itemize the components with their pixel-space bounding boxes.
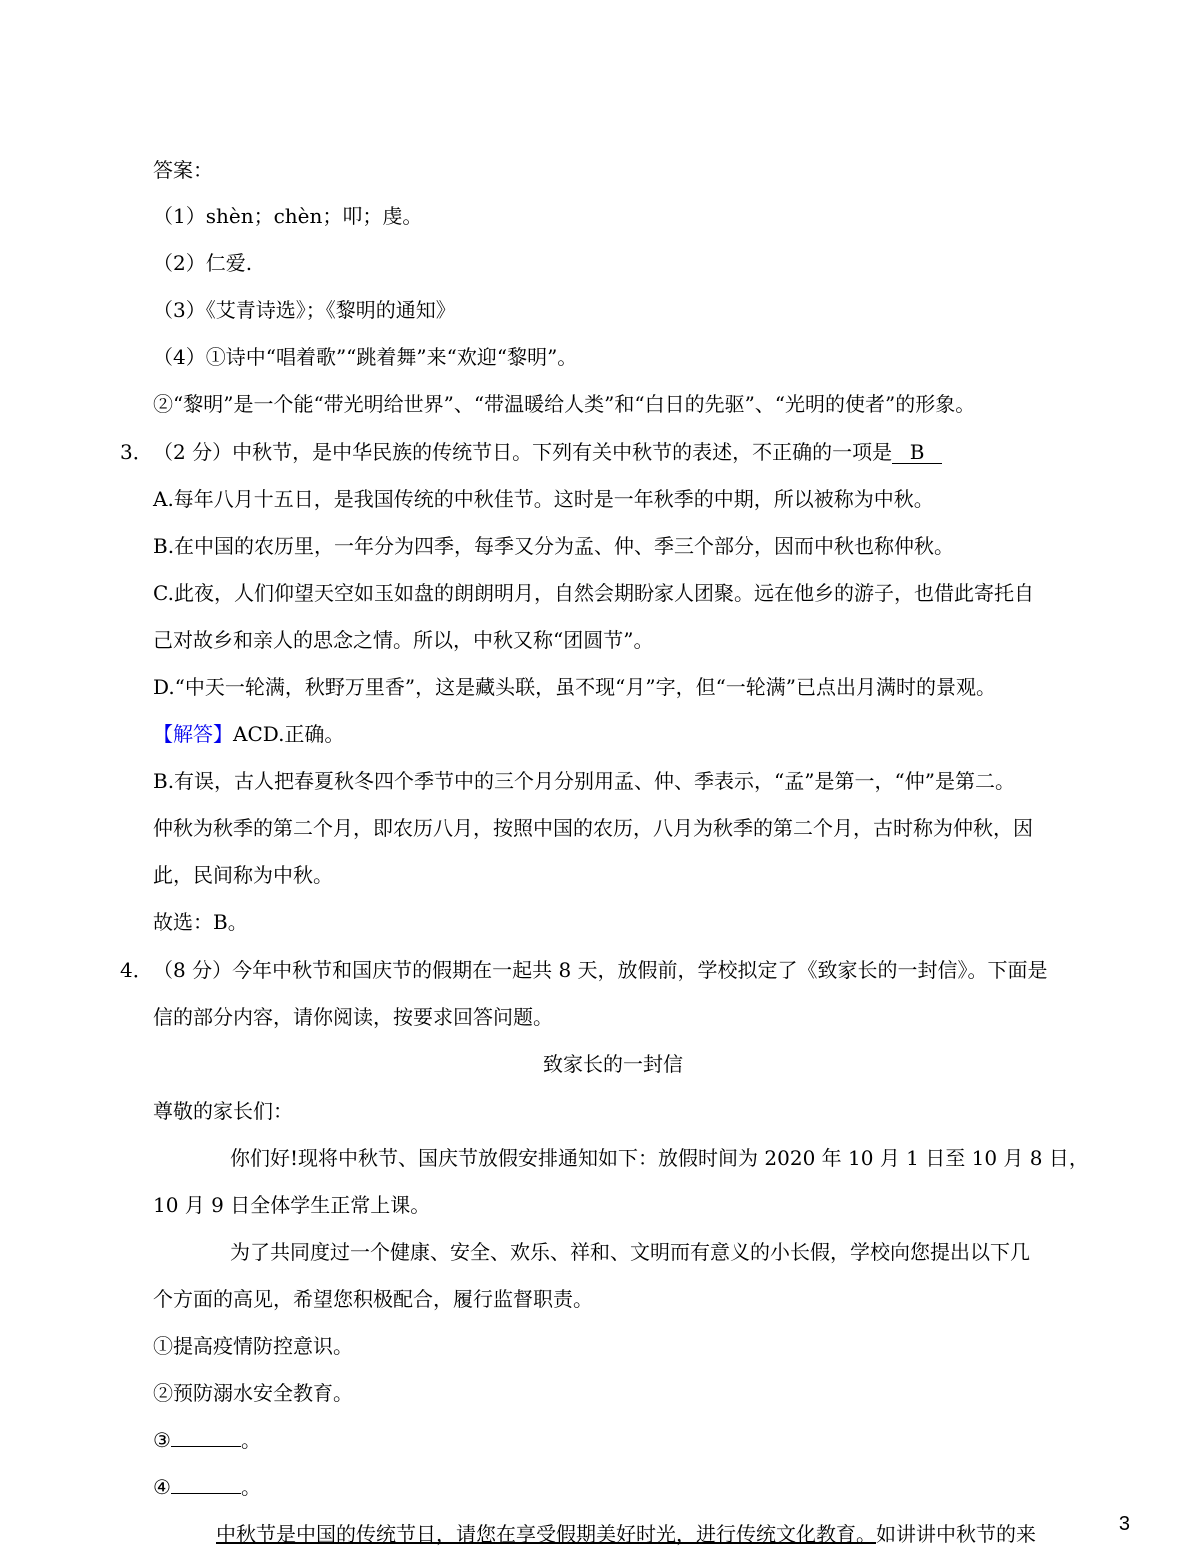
solution-line-3: 此，民间称为中秋。	[153, 863, 333, 887]
letter-item-2: ②预防溺水安全教育。	[153, 1381, 353, 1405]
item-3-mark: ③	[153, 1428, 171, 1452]
letter-item-3	[153, 1425, 261, 1455]
solution-line-4: 故选：B。	[153, 910, 248, 934]
item-4-mark: ④	[153, 1475, 171, 1499]
answer-item-1: （1）shèn；chèn；叩；虔。	[153, 204, 423, 228]
page-number: 3	[1118, 1513, 1130, 1535]
item-4-end: 。	[240, 1475, 261, 1499]
answer-item-3: （3）《艾青诗选》；《黎明的通知》	[153, 298, 456, 322]
question-3-option-d: D.“中天一轮满，秋野万里香”，这是藏头联，虽不现“月”字，但“一轮满”已点出月满时的景观。	[153, 675, 997, 699]
letter-salutation: 尊敬的家长们：	[153, 1099, 293, 1123]
question-4-stem-line1: （8 分）今年中秋节和国庆节的假期在一起共 8 天，放假前，学校拟定了《致家长的一封信》。下面是	[153, 958, 1048, 982]
question-3-option-c-line2: 己对故乡和亲人的思念之情。所以，中秋又称“团圆节”。	[153, 628, 654, 652]
letter-item-1: ①提高疫情防控意识。	[153, 1334, 353, 1358]
letter-item-4	[153, 1472, 261, 1502]
question-3-stem	[153, 437, 942, 467]
answer-heading: 答案：	[153, 158, 213, 182]
letter-para2-line1: 为了共同度过一个健康、安全、欢乐、祥和、文明而有意义的小长假，学校向您提出以下几	[230, 1240, 1030, 1264]
question-3-number: 3．	[120, 440, 153, 464]
question-3-stem-text: （2 分）中秋节，是中华民族的传统节日。下列有关中秋节的表述，不正确的一项是	[153, 440, 893, 464]
question-3-option-c-line1: C.此夜，人们仰望天空如玉如盘的朗朗明月，自然会期盼家人团聚。远在他乡的游子，也借此寄托自	[153, 581, 1034, 605]
last-line-rest: 如讲讲中秋节的来	[876, 1522, 1036, 1546]
letter-para1-line1: 你们好!现将中秋节、国庆节放假安排通知如下：放假时间为 2020 年 10 月 1 日至 10 月 8 日，	[230, 1146, 1089, 1170]
solution-first-line: ACD.正确。	[233, 722, 345, 746]
solution-line-2: 仲秋为秋季的第二个月，即农历八月，按照中国的农历，八月为秋季的第二个月，古时称为仲秋，因	[153, 816, 1033, 840]
solution-line-1: B.有误，古人把春夏秋冬四个季节中的三个月分别用孟、仲、季表示，“孟”是第一，“仲”是第二。	[153, 769, 1015, 793]
item-3-blank[interactable]	[171, 1426, 241, 1447]
underlined-sentence: 中秋节是中国的传统节日，请您在享受假期美好时光，进行传统文化教育。	[216, 1522, 876, 1546]
question-3-answer: B	[892, 441, 942, 464]
letter-para2-line2: 个方面的高见，希望您积极配合，履行监督职责。	[153, 1287, 593, 1311]
item-4-blank[interactable]	[171, 1473, 241, 1494]
question-4-stem-line2: 信的部分内容，请你阅读，按要求回答问题。	[153, 1005, 553, 1029]
answer-item-2: （2）仁爱.	[153, 251, 253, 275]
question-3-option-a: A.每年八月十五日，是我国传统的中秋佳节。这时是一年秋季的中期，所以被称为中秋。	[153, 487, 934, 511]
solution-tag: 【解答】	[153, 722, 233, 746]
question-3-solution	[153, 719, 344, 749]
letter-para1-line2: 10 月 9 日全体学生正常上课。	[153, 1193, 431, 1217]
question-4-number: 4．	[120, 958, 153, 982]
question-3-option-b: B.在中国的农历里，一年分为四季，每季又分为孟、仲、季三个部分，因而中秋也称仲秋。	[153, 534, 955, 558]
item-3-end: 。	[240, 1428, 261, 1452]
answer-item-4: （4）①诗中“唱着歌”“跳着舞”来“欢迎“黎明”。	[153, 345, 578, 369]
letter-title: 致家长的一封信	[543, 1052, 683, 1076]
letter-last-line	[216, 1519, 1036, 1549]
answer-item-5: ②“黎明”是一个能“带光明给世界”、“带温暖给人类”和“白日的先驱”、“光明的使者”的形象。	[153, 392, 976, 416]
